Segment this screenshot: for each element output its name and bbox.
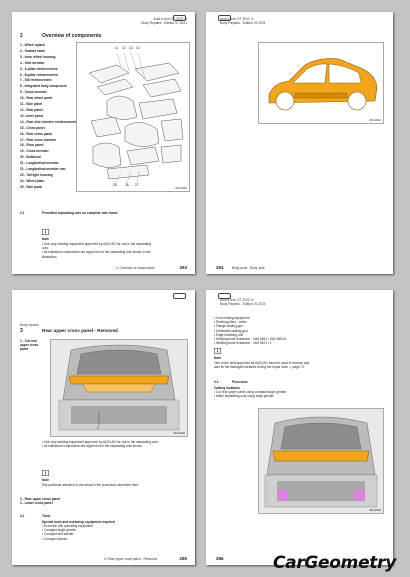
tool-item: • Dedicated sealing gun (214, 328, 248, 333)
component-item: 25 - Side panel (20, 184, 43, 189)
step-list (20, 497, 60, 505)
component-item: 12 - Rear panel (20, 107, 43, 112)
rear-view-illustration (51, 340, 187, 436)
component-item: 9 - Cross member (20, 90, 47, 95)
component-item: 18 - Floor panel (20, 143, 44, 148)
cut-marker-right (353, 489, 365, 501)
svg-text:i: i (44, 229, 47, 235)
note-text: Pay particular attention to the areas in the procedure described here. (42, 483, 140, 487)
audi-logo (173, 293, 186, 299)
chapter-label: Body repairs (20, 323, 39, 327)
audi-logo (173, 15, 186, 21)
tools-list (214, 316, 287, 345)
page-footer: 3. Rear upper cross panel - Removed (104, 557, 158, 561)
tool-item: • Flange sealing gun (214, 324, 243, 329)
tool-item: • Eccentric drill operating equipment (42, 524, 93, 528)
component-list (20, 43, 77, 191)
document-page-264 (206, 12, 393, 274)
component-item: 16 - Rear cross panel (20, 131, 53, 136)
procedure-item: • Make separating cuts using edge grinder. (214, 394, 275, 399)
note-item: • All individual components are approved for the separating cuts shown in the illustration. (42, 250, 151, 259)
procedure-heading: Cutting locations (214, 386, 241, 390)
page-number: 264 (216, 265, 224, 270)
section-number: 2 (20, 33, 23, 39)
subsection-title: Tools (42, 514, 51, 518)
component-item: 20 - Bulkhead (20, 155, 41, 160)
component-item: 22 - Longitudinal member rear (20, 167, 66, 172)
tool-item: • Welding fume extraction - VAS 6651 / VAS 6651/1 (214, 337, 287, 342)
component-item: 10 - Rear wheel panel (20, 96, 53, 101)
section-number: 3 (20, 328, 23, 334)
cutting-locations-figure (258, 408, 384, 514)
component-item: 17 - Rear cross member (20, 137, 57, 142)
page-header: Audi e-tron GT 2022 ➜ Body Repairs - Edition 07.2021 (141, 17, 187, 25)
tools-list (42, 524, 93, 541)
callout-26: 26 (125, 183, 129, 187)
component-item: 5 - A-pillar reinforcement (20, 66, 58, 71)
document-page-263 (12, 12, 195, 274)
page-footer: 2. Overview of components (116, 266, 155, 270)
note-title: Note (42, 237, 50, 241)
component-item: 24 - Wheel plate (20, 178, 45, 183)
subsection-number: 3.1 (20, 514, 25, 518)
callout-27: 27 (135, 183, 139, 187)
tool-item: • Riveting pliers - cutter (214, 320, 247, 325)
component-item: 3 - Inner wheel housing (20, 54, 56, 59)
component-item: 6 - B-pillar reinforcement (20, 72, 58, 77)
note-list (42, 242, 152, 259)
component-item: 2 - Sealant seam (20, 48, 45, 53)
bullet-list (42, 440, 172, 448)
callout-12: 12 (122, 46, 126, 50)
subsection-title: Procedure (232, 380, 248, 384)
svg-text:i: i (44, 470, 47, 476)
component-item: 15 - Cross panel (20, 125, 45, 130)
subsection-number: 2.1 (20, 211, 25, 215)
step-item: 2 - Rear upper cross panel (20, 497, 61, 501)
component-item: 7 - Sill reinforcement (20, 78, 52, 83)
subsection-title: Permitted separating cuts on complete side frame (42, 211, 118, 215)
note-item: • Use only welding equipment approved by AUDI AG for use in the separating cuts. (42, 242, 152, 251)
note-icon (42, 229, 49, 235)
callout-11: 11 (115, 46, 119, 50)
tool-item: • Compact belt sander (42, 532, 74, 537)
callout-13: 13 (129, 46, 133, 50)
note-text: One of the best approved by AUDI AG must be used to remove and also fix the damaged surfaces during the repair work ⇒ page 71. (214, 361, 310, 370)
component-item: 21 - Longitudinal member (20, 161, 59, 166)
list-item: • All individual components are approved for the separating cuts shown. (42, 444, 143, 449)
svg-text:i: i (216, 348, 219, 354)
parts-illustration (77, 43, 189, 191)
step-label: 1 - Cut rear upper cross panel (20, 339, 39, 352)
figure-id: Z00-10000 (175, 187, 187, 190)
page-header: Audi e-tron GT 2022 ➜ Body Repairs - Edition 07.2021 (220, 17, 266, 25)
body-side-figure (258, 42, 384, 124)
rear-cross-panel-figure (50, 339, 188, 437)
procedure-item: • Cut rear upper panel using compact angle grinder. (214, 390, 287, 394)
figure-id: Z00-10002 (173, 432, 185, 435)
section-title: Rear upper cross panel - Removed (42, 328, 118, 333)
note-title: Note (42, 478, 50, 482)
document-page-265 (12, 290, 195, 565)
page-number: 266 (216, 556, 224, 561)
cut-marker-left (277, 489, 289, 501)
document-page-266 (206, 290, 393, 565)
component-item: 8 - Integrated body component (20, 84, 67, 89)
subsection-number: 3.2 (214, 380, 219, 384)
callout-14: 14 (136, 46, 140, 50)
page-number: 265 (179, 556, 187, 561)
note-icon (214, 348, 221, 354)
tool-item: • Edge shrinking unit (214, 332, 244, 337)
component-item: 13 - Inner panel (20, 113, 44, 118)
cut-location-illustration (259, 409, 383, 513)
side-frame-illustration (259, 43, 383, 123)
page-footer: Body parts - Body, side (232, 266, 265, 270)
tools-heading: Special tools and workshop equipment required (42, 520, 115, 524)
tool-item: • Compact sander (42, 536, 68, 541)
component-item: 19 - Cross member (20, 149, 49, 154)
figure-id: Z00-10003 (369, 509, 381, 512)
figure-id: Z00-10001 (369, 119, 381, 122)
procedure-list (214, 390, 287, 398)
exploded-parts-diagram (76, 42, 190, 192)
tool-item: • Compact angle grinder (42, 528, 77, 533)
callout-28: 28 (113, 183, 117, 187)
tool-item: • Welding fume extraction - VAS 6671 / 1 (214, 341, 272, 346)
note-title: Note (214, 356, 222, 360)
page-number: 263 (179, 265, 187, 270)
list-item: • Use only welding equipment approved by AUDI AG for use in the separating cuts. (42, 440, 159, 444)
component-item: 1 - Wheel splash (20, 43, 45, 47)
note-icon (42, 470, 49, 476)
component-item: 23 - Tail light housing (20, 172, 53, 177)
section-title: Overview of components (42, 33, 102, 39)
component-item: 4 - Side member (20, 60, 45, 65)
figure-callout: 1 (97, 426, 99, 430)
component-item: 11 - Side panel (20, 102, 43, 107)
cargeometry-watermark-logo: CarGeometry (272, 553, 396, 573)
step-item: 3 - Lower cross panel (20, 501, 53, 506)
component-item: 14 - Rear side member reinforcement (20, 119, 77, 124)
page-header: Audi e-tron GT 2022 ➜ Body Repairs - Edition 07.2021 (220, 298, 266, 306)
tool-item: • Cold riveting equipment (214, 316, 250, 320)
